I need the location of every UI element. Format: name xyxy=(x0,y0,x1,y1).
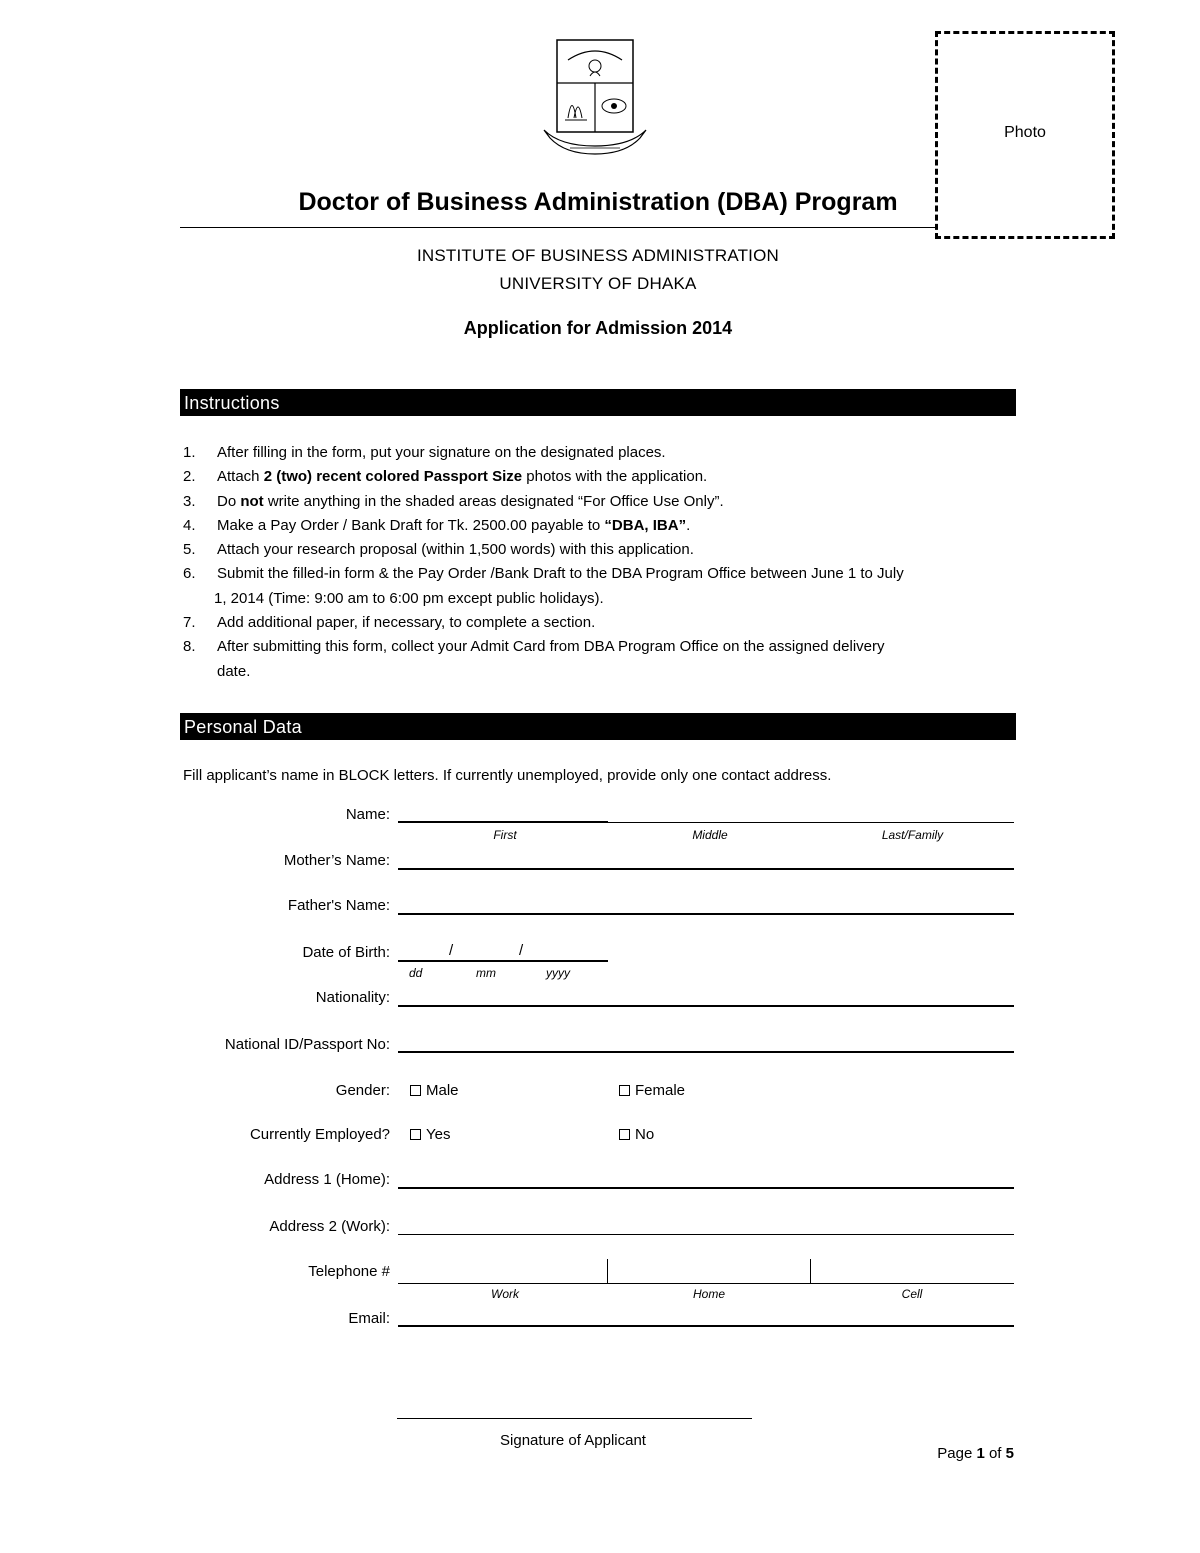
page-title: Doctor of Business Administration (DBA) Program xyxy=(298,188,898,216)
mother-name-label: Mother’s Name: xyxy=(283,852,390,869)
national-id-label: National ID/Passport No: xyxy=(224,1036,390,1053)
name-last-caption: Last/Family xyxy=(881,828,944,842)
email-label: Email: xyxy=(348,1310,390,1327)
address1-label: Address 1 (Home): xyxy=(264,1171,390,1188)
instruction-item: 2. Attach 2 (two) recent colored Passport Size photos with the application. xyxy=(183,468,708,486)
telephone-divider xyxy=(607,1259,608,1283)
dob-mm-caption: mm xyxy=(476,966,496,980)
national-id-field[interactable] xyxy=(398,1051,1014,1053)
gender-female-option[interactable]: Female xyxy=(619,1082,685,1099)
dob-dd-caption: dd xyxy=(409,966,423,980)
employed-yes-option[interactable]: Yes xyxy=(410,1126,450,1143)
instruction-item: 6. Submit the filled-in form & the Pay Order /Bank Draft to the DBA Program Office between June 1 to July xyxy=(183,565,904,583)
employed-no-option[interactable]: No xyxy=(619,1126,654,1143)
photo-label: Photo xyxy=(1004,124,1046,141)
name-first-field[interactable] xyxy=(398,821,608,823)
university-name: UNIVERSITY OF DHAKA xyxy=(499,274,697,293)
telephone-label: Telephone # xyxy=(308,1263,390,1280)
yes-checkbox[interactable] xyxy=(410,1129,421,1140)
nationality-field[interactable] xyxy=(398,1005,1014,1007)
telephone-divider xyxy=(810,1259,811,1283)
dob-separator: / xyxy=(519,942,524,959)
tel-cell-caption: Cell xyxy=(901,1287,923,1301)
dob-yyyy-caption: yyyy xyxy=(546,966,570,980)
address1-field[interactable] xyxy=(398,1187,1014,1189)
gender-male-option[interactable]: Male xyxy=(410,1082,459,1099)
address2-label: Address 2 (Work): xyxy=(269,1218,390,1235)
tel-work-caption: Work xyxy=(491,1287,519,1301)
employed-label: Currently Employed? xyxy=(249,1126,390,1143)
no-checkbox[interactable] xyxy=(619,1129,630,1140)
female-checkbox[interactable] xyxy=(619,1085,630,1096)
address2-field[interactable] xyxy=(398,1234,1014,1235)
dob-field[interactable] xyxy=(398,960,608,962)
name-rest-field[interactable] xyxy=(608,822,1014,823)
instructions-list xyxy=(183,441,1003,684)
tel-home-caption: Home xyxy=(692,1287,725,1301)
application-title: Application for Admission 2014 xyxy=(463,318,733,338)
gender-label: Gender: xyxy=(335,1082,390,1099)
father-name-field[interactable] xyxy=(398,913,1014,915)
name-middle-caption: Middle xyxy=(692,828,728,842)
dob-separator: / xyxy=(449,942,454,959)
instruction-item: 5. Attach your research proposal (within 1,500 words) with this application. xyxy=(183,541,694,559)
instruction-item: 8. After submitting this form, collect your Admit Card from DBA Program Office on the assigned delivery xyxy=(183,638,885,656)
name-first-caption: First xyxy=(493,828,517,842)
fill-instruction-note: Fill applicant’s name in BLOCK letters. If currently unemployed, provide only one contact address. xyxy=(183,767,832,784)
institute-name: INSTITUTE OF BUSINESS ADMINISTRATION xyxy=(416,246,780,265)
instruction-item: 3. Do not write anything in the shaded areas designated “For Office Use Only”. xyxy=(183,492,724,510)
university-crest-logo xyxy=(540,38,650,158)
telephone-field[interactable] xyxy=(398,1283,1014,1284)
signature-label: Signature of Applicant xyxy=(500,1432,646,1449)
mother-name-field[interactable] xyxy=(398,868,1014,870)
signature-line[interactable] xyxy=(397,1418,752,1419)
personal-data-heading: Personal Data xyxy=(180,713,1016,740)
instructions-heading: Instructions xyxy=(180,389,1016,416)
nationality-label: Nationality: xyxy=(315,989,390,1006)
instruction-item: 1. After filling in the form, put your signature on the designated places. xyxy=(183,444,666,461)
instruction-item: 7. Add additional paper, if necessary, to complete a section. xyxy=(183,614,596,632)
email-field[interactable] xyxy=(398,1325,1014,1327)
instruction-continuation: 1, 2014 (Time: 9:00 am to 6:00 pm except public holidays). xyxy=(214,589,604,607)
father-name-label: Father's Name: xyxy=(287,897,390,914)
male-checkbox[interactable] xyxy=(410,1085,421,1096)
page-number: Page 1 of 5 xyxy=(937,1445,1014,1462)
name-label: Name: xyxy=(345,806,390,823)
title-divider xyxy=(180,227,936,228)
instruction-continuation: date. xyxy=(217,662,251,680)
instruction-item: 4. Make a Pay Order / Bank Draft for Tk. 2500.00 payable to “DBA, IBA”. xyxy=(183,516,691,534)
dob-label: Date of Birth: xyxy=(302,944,390,961)
